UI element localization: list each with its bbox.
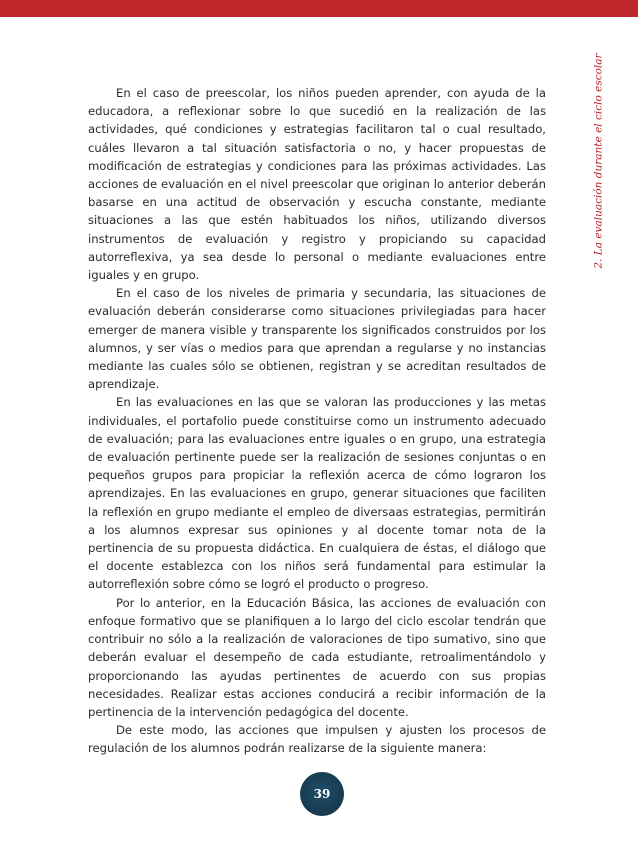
page-number-badge (300, 772, 344, 816)
paragraph-conclusion: De este modo, las acciones que impulsen y ajusten los procesos de regulación de los alumnos podrán realizarse de la siguiente manera: (88, 723, 546, 756)
chapter-side-title (588, 53, 610, 269)
header-band (0, 0, 638, 17)
page-number: 39 (313, 787, 331, 801)
main-text (88, 84, 546, 758)
paragraph-educacion-basica: Por lo anterior, en la Educación Básica, las acciones de evaluación con enfoque formativo que se planifiquen a lo largo del ciclo escolar tendrán que contribuir no sólo a la realización de valoraciones de tipo sumativo, sino que deberán evaluar el desempeño de cada estudiante, retroalimentándolo y proporcionando las ayudas pertinentes de acuerdo con sus propias necesidades. Realizar estas acciones conducirá a recibir información de la pertinencia de la intervención pedagógica del docente. (88, 595, 546, 719)
paragraph-primaria-secundaria: En el caso de los niveles de primaria y secundaria, las situaciones de evaluación deberán considerarse como situaciones privilegiadas para hacer emerger de manera visible y transparente los significados construidos por los alumnos, y ser vías o medios para que aprendan a regularse y no instancias mediante las cuales sólo se obtienen, registran y se acreditan resultados de aprendizaje. (88, 286, 546, 392)
paragraph-preescolar: En el caso de preescolar, los niños pueden aprender, con ayuda de la educadora, a reflexionar sobre lo que sucedió en la realización de las actividades, qué condiciones y estrategias facilitaron tal o cual resultado, cuáles llevaron a tal situación satisfactoria o no, y hacer propuestas de modificación de estrategias y condiciones para las próximas actividades. Las acciones de evaluación en el nivel preescolar que originan lo anterior deberán basarse en una actitud de observación y escucha constante, mediante situaciones a las que estén habituados los niños, utilizando diversos instrumentos de evaluación y registro y propiciando su capacidad autorreflexiva, ya sea desde lo personal o mediante evaluaciones entre iguales y en grupo. (88, 86, 546, 283)
paragraph-portafolio: En las evaluaciones en las que se valoran las producciones y las metas individuales, el portafolio puede constituirse como un instrumento adecuado de evaluación; para las evaluaciones entre iguales o en grupo, una estrategia de evaluación pertinente puede ser la realización de sesiones conjuntas o en pequeños grupos para propiciar la reflexión acerca de cómo lograron los aprendizajes. En las evaluaciones en grupo, generar situaciones que faciliten la reflexión en grupo mediante el empleo de diversaas estrategias, permitirán a los alumnos expresar sus opiniones y al docente tomar nota de la pertinencia de su propuesta didáctica. En cualquiera de éstas, el diálogo que el docente establezca con los niños será fundamental para estimular la autorreflexión sobre cómo se logró el producto o progreso. (88, 395, 546, 592)
chapter-title-text: 2. La evaluación durante el ciclo escolar (593, 53, 606, 269)
